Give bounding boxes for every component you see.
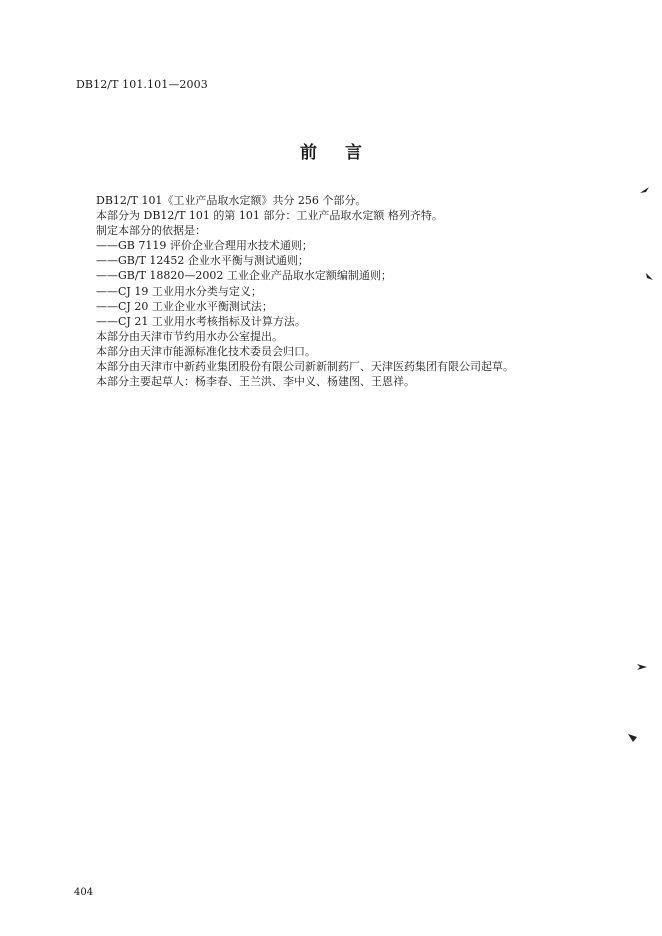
reference-item-gbt12452: ——GB/T 12452 企业水平衡与测试通则； bbox=[96, 254, 309, 268]
document-code: DB12/T 101.101—2003 bbox=[76, 78, 208, 91]
page-title: 前言 bbox=[300, 143, 390, 163]
text-line-drafted-by: 本部分由天津市中新药业集团股份有限公司新新制药厂、天津医药集团有限公司起草。 bbox=[96, 360, 514, 374]
text-line-proposed-by: 本部分由天津市节约用水办公室提出。 bbox=[96, 329, 283, 343]
scan-speck-mark bbox=[637, 663, 647, 671]
scan-speck-mark bbox=[640, 186, 650, 194]
page-number: 404 bbox=[74, 887, 94, 898]
scan-speck-mark bbox=[645, 273, 655, 281]
text-line-drafters: 本部分主要起草人：杨李春、王兰洪、李中义、杨建图、王恩祥。 bbox=[96, 375, 415, 389]
text-line-basis-intro: 制定本部分的依据是： bbox=[96, 224, 206, 238]
text-line-part-number: 本部分为 DB12/T 101 的第 101 部分：工业产品取水定额 格列齐特。 bbox=[96, 209, 443, 223]
reference-item-cj20: ——CJ 20 工业企业水平衡测试法； bbox=[96, 299, 273, 313]
reference-item-cj21: ——CJ 21 工业用水考核指标及计算方法。 bbox=[96, 314, 306, 328]
text-line-parts-count: DB12/T 101《工业产品取水定额》共分 256 个部分。 bbox=[96, 194, 367, 207]
text-line-centralized-by: 本部分由天津市能源标准化技术委员会归口。 bbox=[96, 344, 316, 358]
reference-item-cj19: ——CJ 19 工业用水分类与定义； bbox=[96, 284, 262, 298]
reference-item-gbt18820: ——GB/T 18820—2002 工业企业产品取水定额编制通则； bbox=[96, 269, 392, 283]
reference-item-gb7119: ——GB 7119 评价企业合理用水技术通则； bbox=[96, 239, 313, 253]
document-body bbox=[96, 193, 616, 389]
scan-speck-mark bbox=[628, 734, 638, 742]
